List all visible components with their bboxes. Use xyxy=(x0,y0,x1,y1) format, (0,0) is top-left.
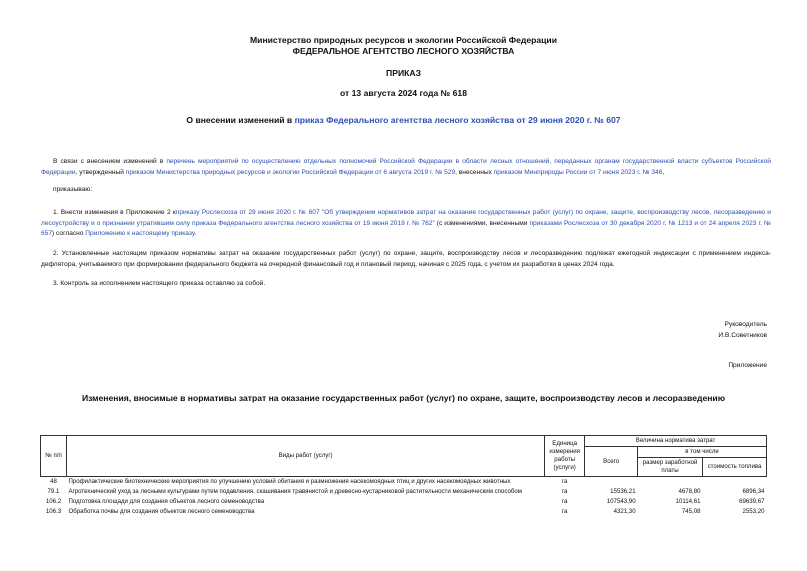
text-segment: 1. Внести изменения в Приложение 2 к xyxy=(53,209,176,216)
cell-total: 15536,21 xyxy=(610,488,636,495)
cell-num: 48 xyxy=(50,478,57,485)
link-ministry-order-346[interactable]: приказом Минприроды России от 7 июня 2023 г. № 346 xyxy=(493,168,663,176)
header-incl: в том числе xyxy=(638,447,767,458)
paragraph-preamble xyxy=(41,157,771,178)
link-order-607[interactable]: приказу Рослесхоза от 29 июня 2020 г. № 607 "Об утверждении нормативов затрат на оказание государственных работ (услуг) по охране, защите, воспроизводству лесов, лесоразведению и лесоустройству и о признании утратившим силу приказа Федерального агентства лесного хозяйства от 19 июня 2019 г. № 762" xyxy=(41,209,771,227)
paragraph-item-2: 2. Установленные настоящим приказом нормативы затрат на оказание государственных работ (услуг) по охране, защите, воспроизводству лесов и лесоразведению подлежат ежегодной индексации с применением индекса-дефлятора, учитываемого при формировании федерального бюджета на очередной финансовый год и плановый период, начиная с 2025 года, с учетом их разработки в ценах 2024 года. xyxy=(41,250,771,268)
paragraph-item-1 xyxy=(41,208,771,240)
cell-kind: Обработка почвы для создания объектов лесного семеноводства xyxy=(68,508,255,515)
cell-fuel xyxy=(703,477,767,488)
header-total: Всего xyxy=(585,447,638,477)
link-amending-orders[interactable]: приказами Рослесхоза от 30 декабря 2020 г. № 1213 и от 24 апреля 2023 г. № 657 xyxy=(41,219,771,238)
header-unit: Единица измерения работы (услуги) xyxy=(545,436,585,477)
header-num: № п/п xyxy=(41,436,67,477)
cell-fuel: 6896,34 xyxy=(742,488,765,495)
text-segment: ) согласно xyxy=(52,230,86,238)
agency-name: ФЕДЕРАЛЬНОЕ АГЕНТСТВО ЛЕСНОГО ХОЗЯЙСТВА xyxy=(292,46,515,56)
cell-unit: га xyxy=(561,508,568,515)
document-date-number: от 13 августа 2024 года № 618 xyxy=(340,88,467,98)
link-activities-list[interactable]: перечень мероприятий по осуществлению отдельных полномочий Российской Федерации в области лесных отношений, переданных органам государственной власти субъектов Российской Федерации xyxy=(41,158,771,176)
cell-fuel: 2553,20 xyxy=(742,508,765,515)
signature-role: Руководитель xyxy=(724,321,767,328)
signature-name: И.В.Советников xyxy=(718,332,767,339)
cell-total: 107543,90 xyxy=(606,498,636,505)
title-link[interactable]: приказ Федерального агентства лесного хозяйства от 29 июня 2020 г. № 607 xyxy=(294,115,621,125)
cell-salary xyxy=(638,477,703,488)
header-value: Величина норматива затрат xyxy=(585,436,767,447)
cell-kind: Подготовка площади для создания объектов лесного семеноводства xyxy=(68,498,265,505)
header-fuel: стоимость топлива xyxy=(703,458,767,477)
link-ministry-order-529[interactable]: приказом Министерства природных ресурсов и экологии Российской Федерации от 6 августа 2019 г. № 529 xyxy=(125,168,456,176)
cell-kind: Агротехнический уход за лесными культурами путем подавления, скашивания травянистой и древесно-кустарниковой растительности механическим способом xyxy=(68,488,522,495)
cell-kind: Профилактические биотехнические мероприятия по улучшению условий обитания и размножения насекомоядных птиц и других насекомоядных животных xyxy=(68,478,511,485)
cell-salary: 10114,61 xyxy=(675,498,701,505)
cell-num: 79.1 xyxy=(47,488,60,495)
cell-unit: га xyxy=(561,498,568,505)
table-row xyxy=(41,507,767,517)
cell-salary: 4678,80 xyxy=(678,488,701,495)
paragraph-item-3: 3. Контроль за исполнением настоящего приказа оставляю за собой. xyxy=(53,280,266,287)
cell-salary: 745,08 xyxy=(681,508,701,515)
header-kind: Виды работ (услуг) xyxy=(66,436,544,477)
table-row xyxy=(41,487,767,497)
cell-total: 4321,30 xyxy=(613,508,636,515)
table-row xyxy=(41,477,767,488)
cell-num: 106.3 xyxy=(45,508,62,515)
text-segment: (с изменениями, внесенными xyxy=(434,219,530,227)
orders-text: приказываю: xyxy=(53,186,93,193)
appendix-title: Изменения, вносимые в нормативы затрат на оказание государственных работ (услуг) по охране, защите, воспроизводству лесов и лесоразведению xyxy=(81,393,726,403)
text-segment: , утвержденный xyxy=(75,168,126,176)
text-segment: , внесенных xyxy=(455,168,494,176)
link-appendix[interactable]: Приложению к настоящему приказу xyxy=(85,230,195,238)
appendix-label: Приложение xyxy=(728,362,767,369)
text-segment: . xyxy=(194,230,197,238)
cell-unit: га xyxy=(561,488,568,495)
ministry-name: Министерство природных ресурсов и экологии Российской Федерации xyxy=(250,35,557,45)
cell-fuel: 69639,67 xyxy=(739,498,765,505)
header-salary: размер заработной платы xyxy=(638,458,703,477)
norms-table xyxy=(40,435,767,517)
document-title xyxy=(0,115,807,125)
cell-num: 106.2 xyxy=(45,498,62,505)
table-row xyxy=(41,497,767,507)
text-segment: , xyxy=(662,168,665,176)
document-type: ПРИКАЗ xyxy=(386,68,421,78)
cell-unit: га xyxy=(561,478,568,485)
title-prefix: О внесении изменений в xyxy=(186,115,295,125)
cell-total xyxy=(585,477,638,488)
text-segment: В связи с внесением изменений в xyxy=(53,158,167,165)
